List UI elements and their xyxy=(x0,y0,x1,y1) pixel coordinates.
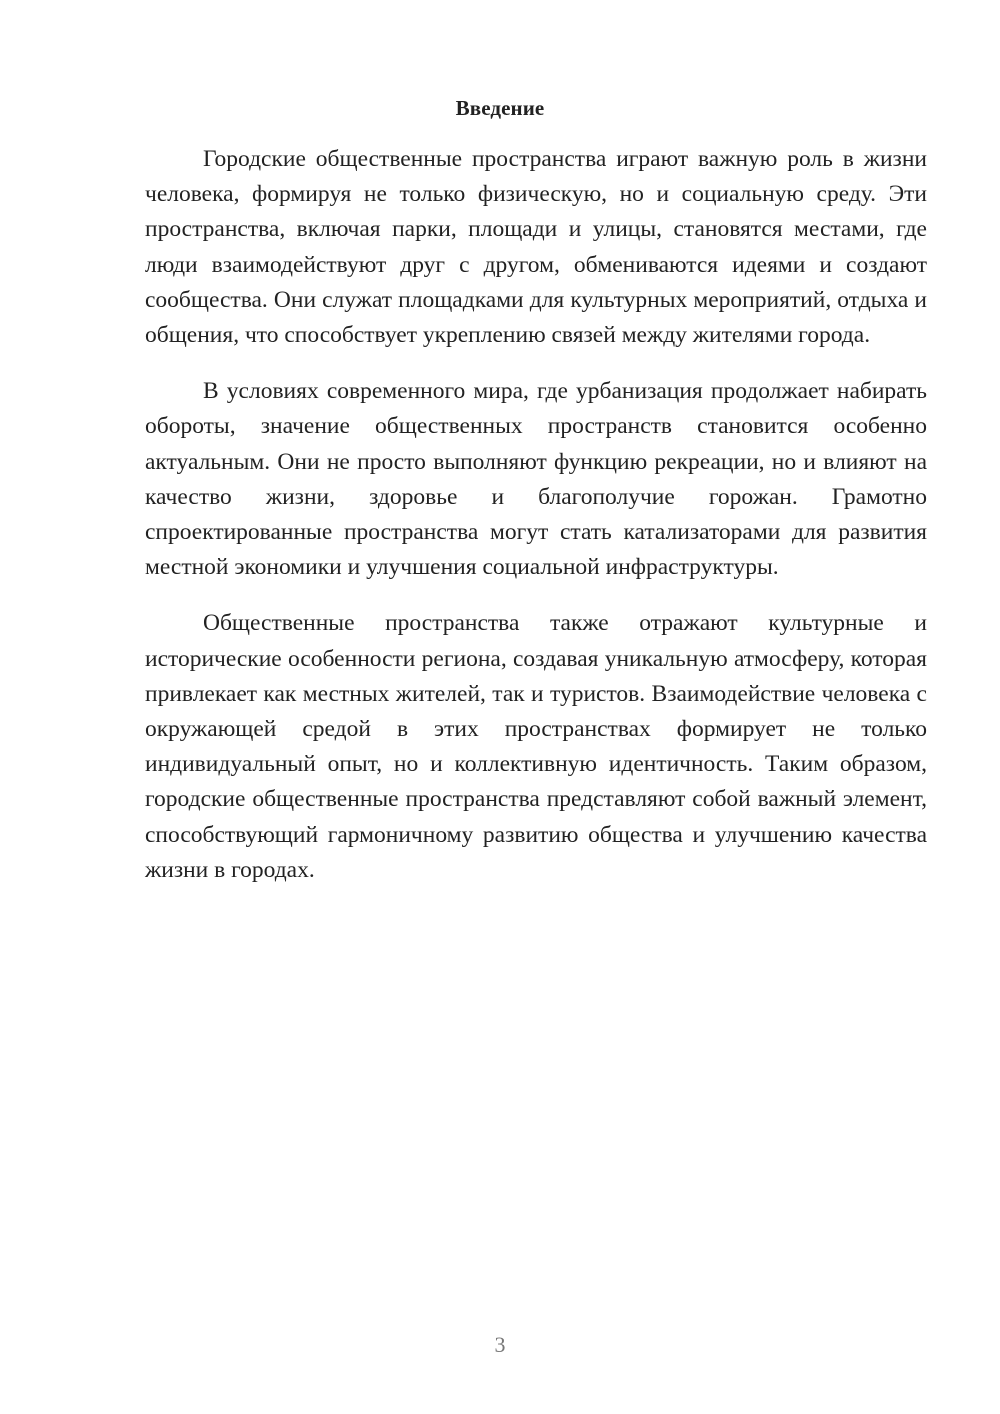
paragraph-3: Общественные пространства также отражают культурные и исторические особенности региона, создавая уникальную атмосферу, которая привлекает как местных жителей, так и туристов. Взаимодействие человека с окружающей средой в этих пространствах формирует не только индивидуальный опыт, но и коллективную идентичность. Таким образом, городские общественные пространства представляют собой важный элемент, способствующий гармоничному развитию общества и улучшению качества жизни в городах. xyxy=(145,610,927,883)
page-number: 3 xyxy=(494,1332,506,1357)
paragraph-2: В условиях современного мира, где урбанизация продолжает набирать обороты, значение общественных пространств становится особенно актуальным. Они не просто выполняют функцию рекреации, но и влияют на качество жизни, здоровье и благополучие горожан. Грамотно спроектированные пространства могут стать катализаторами для развития местной экономики и улучшения социальной инфраструктуры. xyxy=(145,378,927,581)
section-heading: Введение xyxy=(455,96,545,120)
body-text xyxy=(145,142,927,909)
paragraph-1: Городские общественные пространства играют важную роль в жизни человека, формируя не только физическую, но и социальную среду. Эти пространства, включая парки, площади и улицы, становятся местами, где люди взаимодействуют друг с другом, обмениваются идеями и создают сообщества. Они служат площадками для культурных мероприятий, отдыха и общения, что способствует укреплению связей между жителями города. xyxy=(145,146,927,349)
